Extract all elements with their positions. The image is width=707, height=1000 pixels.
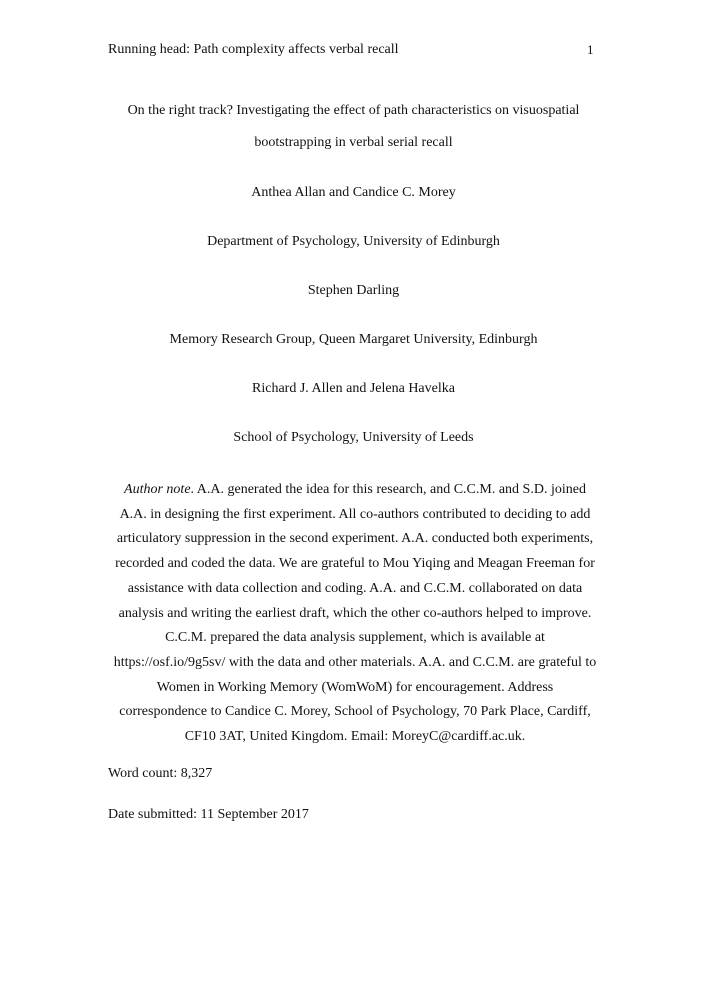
author-note-line-1: . A.A. generated the idea for this research, and C.C.M. and S.D. joined bbox=[190, 482, 586, 497]
author-note-line: https://osf.io/9g5sv/ with the data and other materials. A.A. and C.C.M. are grateful to bbox=[113, 654, 597, 670]
affiliation-2: Memory Research Group, Queen Margaret University, Edinburgh bbox=[169, 332, 538, 347]
running-head: Running head: Path complexity affects verbal recall bbox=[108, 42, 399, 57]
author-note-label: Author note bbox=[124, 482, 191, 497]
author-note-line: recorded and coded the data. We are grateful to Mou Yiqing and Meagan Freeman for bbox=[115, 556, 595, 572]
author-names-2: Stephen Darling bbox=[307, 283, 400, 298]
author-note-line: Women in Working Memory (WomWoM) for encouragement. Address bbox=[156, 679, 554, 695]
author-names-1: Anthea Allan and Candice C. Morey bbox=[251, 185, 456, 200]
author-note-line bbox=[108, 478, 602, 503]
date-submitted: Date submitted: 11 September 2017 bbox=[108, 807, 309, 822]
author-names-3: Richard J. Allen and Jelena Havelka bbox=[252, 381, 455, 396]
author-note-line: correspondence to Candice C. Morey, School of Psychology, 70 Park Place, Cardiff, bbox=[119, 704, 591, 720]
author-note bbox=[108, 478, 602, 750]
page-number: 1 bbox=[587, 42, 594, 57]
author-note-line: assistance with data collection and coding. A.A. and C.C.M. collaborated on data bbox=[127, 580, 583, 596]
author-note-line: articulatory suppression in the second experiment. A.A. conducted both experiments, bbox=[116, 531, 594, 547]
affiliation-3: School of Psychology, University of Leeds bbox=[233, 430, 474, 445]
author-note-line: analysis and writing the earliest draft, which the other co-authors helped to improve. bbox=[118, 605, 592, 621]
author-note-line: CF10 3AT, United Kingdom. Email: MoreyC@cardiff.ac.uk. bbox=[184, 729, 526, 745]
author-note-line: C.C.M. prepared the data analysis supplement, which is available at bbox=[165, 630, 545, 646]
author-note-line: A.A. in designing the first experiment. All co-authors contributed to deciding to add bbox=[119, 506, 591, 522]
title-line-2: bootstrapping in verbal serial recall bbox=[254, 135, 453, 150]
title-line-1: On the right track? Investigating the effect of path characteristics on visuospatial bbox=[127, 103, 580, 118]
word-count: Word count: 8,327 bbox=[108, 766, 213, 781]
affiliation-1: Department of Psychology, University of Edinburgh bbox=[207, 234, 500, 249]
